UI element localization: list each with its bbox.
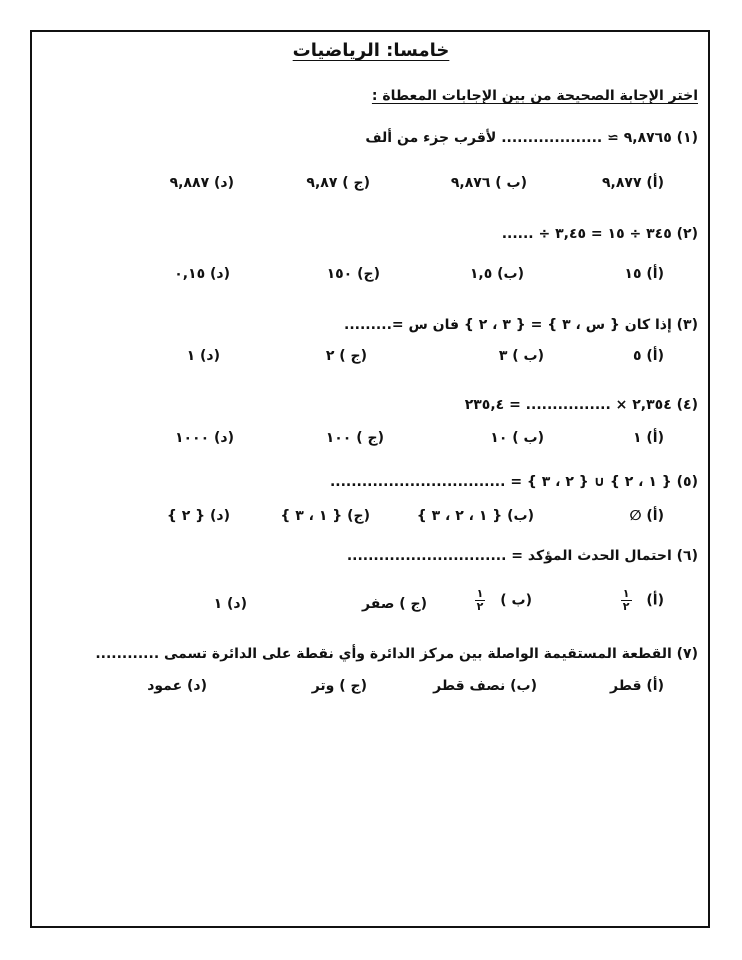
q2-option-b[interactable]: (ب) ١,٥ (469, 266, 524, 282)
question-3: (٣) إذا كان { س ، ٣ } = { ٣ ، ٢ } فان س =......... (344, 317, 698, 333)
q4-option-d[interactable]: (د) ١٠٠٠ (174, 430, 234, 446)
question-6: (٦) احتمال الحدث المؤكد = .............................. (346, 548, 698, 564)
q7-option-b[interactable]: (ب) نصف قطر (433, 678, 537, 694)
q6-option-a[interactable] (621, 588, 664, 613)
q6-option-b[interactable] (475, 588, 532, 613)
q7-option-a[interactable]: (أ) قطر (610, 678, 664, 694)
q3-option-a[interactable]: (أ) ٥ (632, 348, 664, 364)
q5-option-b[interactable]: (ب) { ١ ، ٢ ، ٣ } (416, 508, 534, 524)
q4-option-b[interactable]: (ب ) ١٠ (490, 430, 544, 446)
q3-option-d[interactable]: (د) ١ (186, 348, 220, 364)
page-title: خامسا: الرياضيات (292, 40, 450, 61)
q6-option-b-fraction (475, 588, 486, 613)
instruction: اختر الإجابة الصحيحة من بين الإجابات المعطاة : (371, 88, 698, 104)
fraction-denominator: ٢ (622, 600, 630, 613)
q1-option-a[interactable]: (أ) ٩,٨٧٧ (602, 175, 664, 191)
q2-option-c[interactable]: (ج) ١٥٠ (326, 266, 380, 282)
question-1: (١) ٩,٨٧٦٥ ≃ ................... لأقرب جزء من ألف (365, 130, 698, 146)
q2-option-d[interactable]: (د) ٠,١٥ (174, 266, 230, 282)
q5-option-c[interactable]: (ج) { ١ ، ٣ } (280, 508, 370, 524)
question-4: (٤) ٢,٣٥٤ × ................ = ٢٣٥,٤ (464, 397, 698, 413)
fraction-numerator: ١ (622, 587, 630, 600)
q1-option-b[interactable]: (ب ) ٩,٨٧٦ (450, 175, 527, 191)
q6-option-b-label: (ب ) (500, 592, 532, 609)
q4-option-a[interactable]: (أ) ١ (632, 430, 664, 446)
q2-option-a[interactable]: (أ) ١٥ (624, 266, 664, 282)
q6-option-d[interactable]: (د) ١ (213, 596, 247, 612)
fraction-denominator: ٢ (476, 600, 484, 613)
q4-option-c[interactable]: (ج ) ١٠٠ (325, 430, 384, 446)
fraction-numerator: ١ (476, 587, 484, 600)
q6-option-a-label: (أ) (646, 592, 664, 609)
q6-option-c[interactable]: (ج ) صفر (362, 596, 427, 612)
q1-option-d[interactable]: (د) ٩,٨٨٧ (169, 175, 234, 191)
q1-option-c[interactable]: (ج ) ٩,٨٧ (306, 175, 370, 191)
q3-option-b[interactable]: (ب ) ٣ (498, 348, 544, 364)
q3-option-c[interactable]: (ج ) ٢ (325, 348, 367, 364)
q6-option-a-fraction (621, 588, 632, 613)
question-7: (٧) القطعة المستقيمة الواصلة بين مركز الدائرة وأي نقطة على الدائرة تسمى ............ (95, 646, 698, 662)
q7-option-c[interactable]: (ج ) وتر (311, 678, 367, 694)
q5-option-a[interactable]: (أ) ∅ (629, 508, 664, 524)
question-2: (٢) ٣٤٥ ÷ ١٥ = ٣,٤٥ ÷ ...... (501, 226, 698, 242)
q5-option-d[interactable]: (د) { ٢ } (166, 508, 230, 524)
question-5: (٥) { ١ ، ٢ } ∪ { ٢ ، ٣ } = ................................. (329, 474, 698, 490)
q7-option-d[interactable]: (د) عمود (147, 678, 207, 694)
